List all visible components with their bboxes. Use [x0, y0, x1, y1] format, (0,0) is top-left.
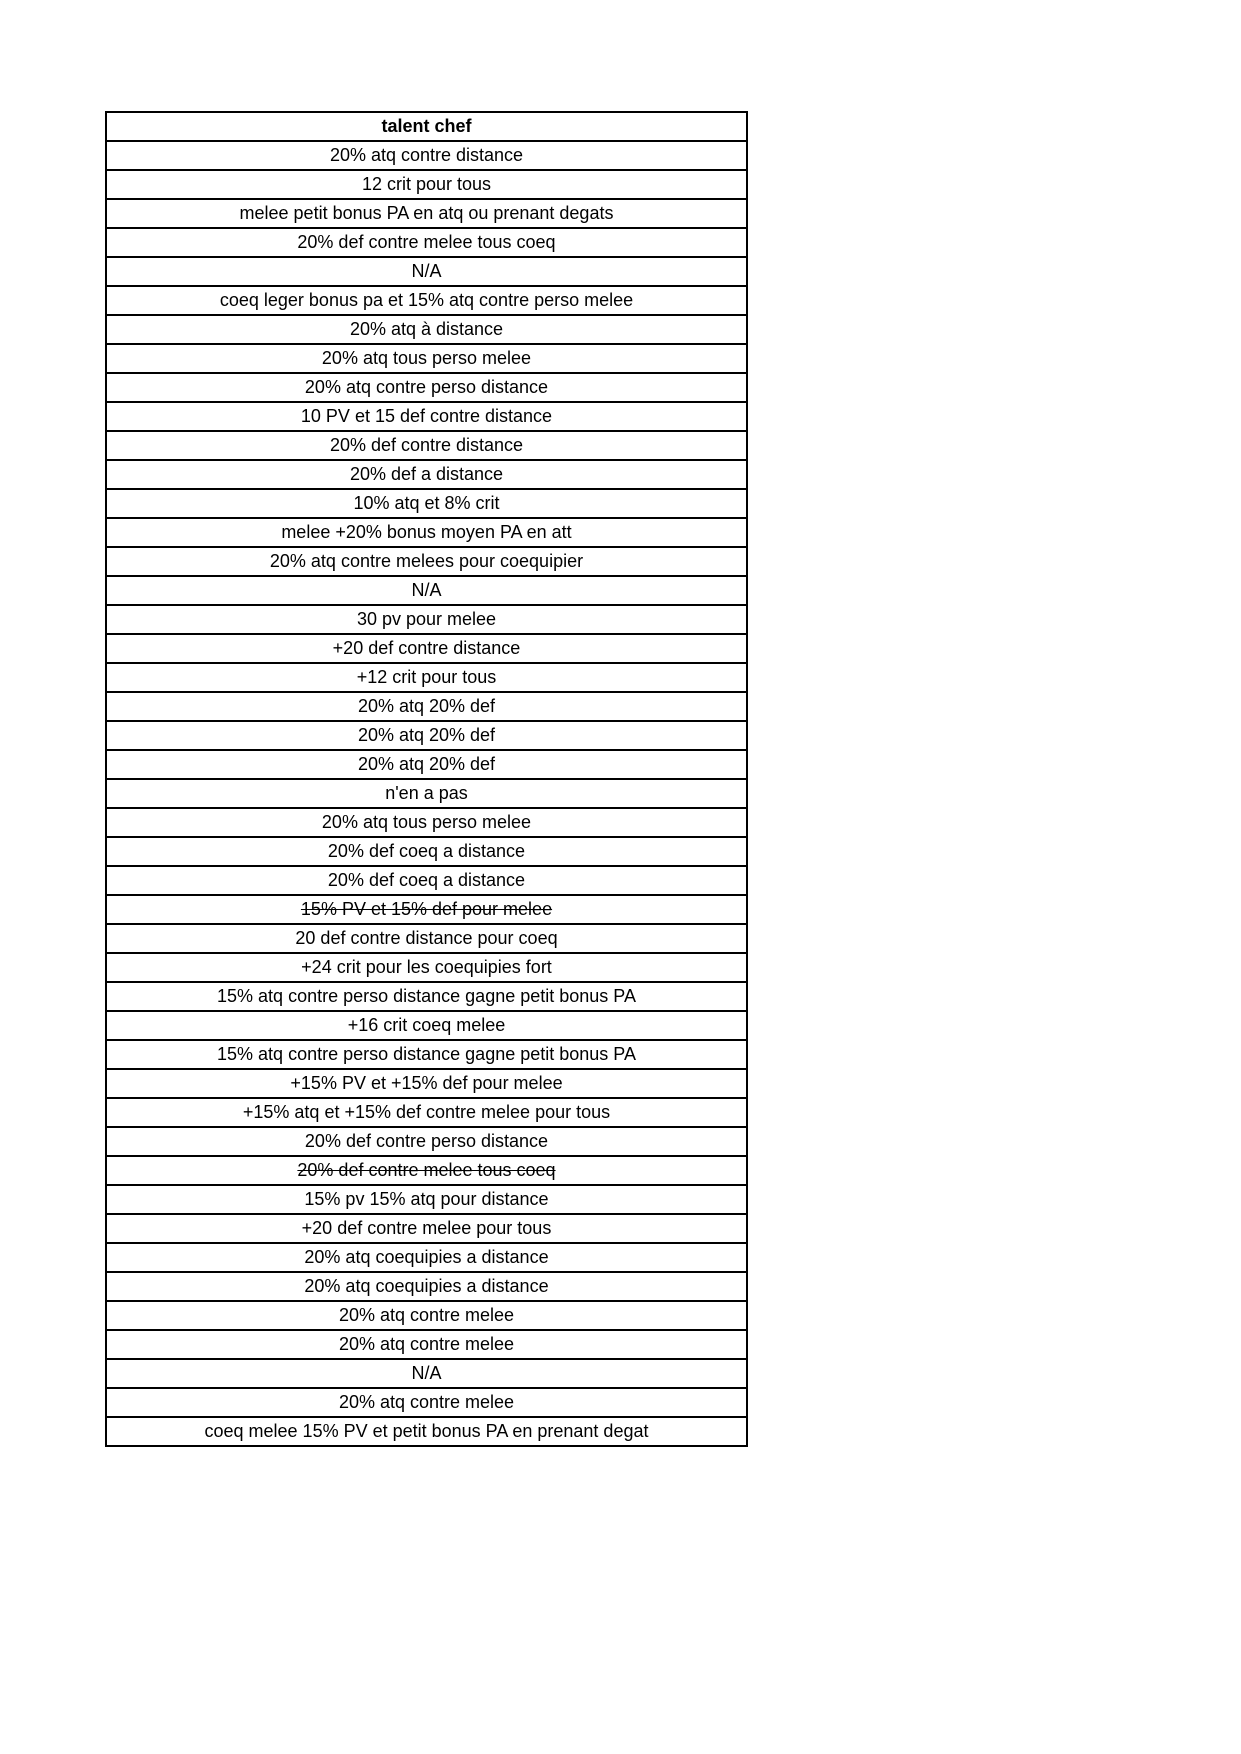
table-row	[106, 257, 747, 286]
row-text: +20 def contre distance	[106, 634, 747, 663]
row-text: 20% def contre perso distance	[106, 1127, 747, 1156]
row-text: +24 crit pour les coequipies fort	[106, 953, 747, 982]
table-row	[106, 808, 747, 837]
row-text: 20% def a distance	[106, 460, 747, 489]
table-row	[106, 1040, 747, 1069]
row-text: 20% def contre distance	[106, 431, 747, 460]
row-text: +15% atq et +15% def contre melee pour tous	[106, 1098, 747, 1127]
table-row	[106, 663, 747, 692]
talent-chef-table	[105, 111, 748, 1447]
table-row	[106, 924, 747, 953]
table-row	[106, 1388, 747, 1417]
table-row	[106, 228, 747, 257]
row-text: 10 PV et 15 def contre distance	[106, 402, 747, 431]
table-row	[106, 141, 747, 170]
table-row	[106, 1156, 747, 1185]
row-text: 15% atq contre perso distance gagne petit bonus PA	[106, 1040, 747, 1069]
table-row	[106, 547, 747, 576]
table-row	[106, 489, 747, 518]
table-row	[106, 1098, 747, 1127]
table-row	[106, 1301, 747, 1330]
row-text: 12 crit pour tous	[106, 170, 747, 199]
table-row	[106, 721, 747, 750]
table-row	[106, 750, 747, 779]
row-text: 20% atq contre melee	[106, 1388, 747, 1417]
row-text: N/A	[106, 1359, 747, 1388]
table-row	[106, 1185, 747, 1214]
table-row	[106, 1417, 747, 1446]
row-text: 20% atq contre melee	[106, 1330, 747, 1359]
table-row	[106, 315, 747, 344]
table-row	[106, 1127, 747, 1156]
row-text: n'en a pas	[106, 779, 747, 808]
table-row	[106, 518, 747, 547]
row-text: 20% def coeq a distance	[106, 866, 747, 895]
row-text: +16 crit coeq melee	[106, 1011, 747, 1040]
table-row	[106, 576, 747, 605]
table-row	[106, 344, 747, 373]
row-text: 20 def contre distance pour coeq	[106, 924, 747, 953]
table-header: talent chef	[106, 112, 747, 141]
row-text: 20% def contre melee tous coeq	[106, 1156, 747, 1185]
table-row	[106, 634, 747, 663]
table-row	[106, 460, 747, 489]
table-row	[106, 605, 747, 634]
table-row	[106, 1011, 747, 1040]
row-text: 20% atq coequipies a distance	[106, 1243, 747, 1272]
row-text: coeq leger bonus pa et 15% atq contre perso melee	[106, 286, 747, 315]
table-row	[106, 1359, 747, 1388]
row-text: 15% PV et 15% def pour melee	[106, 895, 747, 924]
row-text: 20% atq tous perso melee	[106, 808, 747, 837]
table-header-row	[106, 112, 747, 141]
table-row	[106, 866, 747, 895]
row-text: coeq melee 15% PV et petit bonus PA en prenant degat	[106, 1417, 747, 1446]
table-row	[106, 1272, 747, 1301]
table-row	[106, 402, 747, 431]
row-text: 15% atq contre perso distance gagne petit bonus PA	[106, 982, 747, 1011]
row-text: +12 crit pour tous	[106, 663, 747, 692]
table-row	[106, 199, 747, 228]
row-text: N/A	[106, 257, 747, 286]
table-row	[106, 373, 747, 402]
table-row	[106, 1214, 747, 1243]
table-row	[106, 431, 747, 460]
table-row	[106, 982, 747, 1011]
table-row	[106, 779, 747, 808]
table-row	[106, 286, 747, 315]
row-text: 20% atq à distance	[106, 315, 747, 344]
table-row	[106, 1243, 747, 1272]
row-text: 10% atq et 8% crit	[106, 489, 747, 518]
table-row	[106, 953, 747, 982]
table-row	[106, 837, 747, 866]
row-text: 20% atq contre melees pour coequipier	[106, 547, 747, 576]
table-body	[106, 141, 747, 1446]
row-text: 20% def coeq a distance	[106, 837, 747, 866]
table-row	[106, 1330, 747, 1359]
row-text: 20% atq 20% def	[106, 692, 747, 721]
table-row	[106, 692, 747, 721]
row-text: +20 def contre melee pour tous	[106, 1214, 747, 1243]
row-text: 20% atq 20% def	[106, 721, 747, 750]
row-text: 20% atq coequipies a distance	[106, 1272, 747, 1301]
row-text: N/A	[106, 576, 747, 605]
row-text: 20% atq contre perso distance	[106, 373, 747, 402]
row-text: 15% pv 15% atq pour distance	[106, 1185, 747, 1214]
table-row	[106, 170, 747, 199]
row-text: 20% atq contre melee	[106, 1301, 747, 1330]
row-text: melee petit bonus PA en atq ou prenant degats	[106, 199, 747, 228]
row-text: +15% PV et +15% def pour melee	[106, 1069, 747, 1098]
row-text: 20% def contre melee tous coeq	[106, 228, 747, 257]
row-text: 20% atq tous perso melee	[106, 344, 747, 373]
row-text: 20% atq 20% def	[106, 750, 747, 779]
row-text: melee +20% bonus moyen PA en att	[106, 518, 747, 547]
row-text: 20% atq contre distance	[106, 141, 747, 170]
table-row	[106, 895, 747, 924]
row-text: 30 pv pour melee	[106, 605, 747, 634]
table-row	[106, 1069, 747, 1098]
